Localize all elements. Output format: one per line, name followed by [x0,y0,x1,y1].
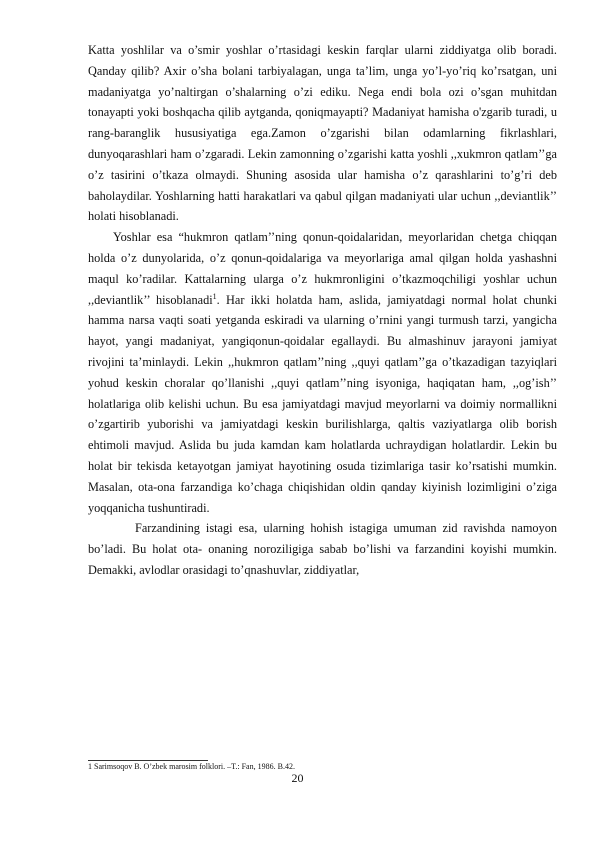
footnote-divider [88,760,208,761]
paragraph-2-continuation: . Har ikki holatda ham, aslida, jamiyatdagi normal holat chunki hamma narsa vaqti soati yetganda eskiradi va ularning o’rnini yangi turmush tarzi, yangicha hayot, yangi madaniyat, yangiqonun-qoidalar egallaydi. Bu almashinuv jarayoni jamiyat rivojini ta’minlaydi. Lekin ,,hukmron qatlam’’ning ,,quyi qatlam’’ga o’tkazadigan tazyiqlari yohud keskin choralar qo’llanishi ,,quyi qatlam’’ning isyoniga, haqiqatan ham, ,,og’ish’’ holatlariga olib kelishi uchun. Bu esa jamiyatdagi mavjud meyorlarni va doimiy normallikni o’zgartirib yuborishi va jamiyatdagi keskin burilishlarga, qaltis vaziyatlarga olib borish ehtimoli mavjud. Aslida bu juda kamdan kam holatlarda uchraydigan holatlardir. Lekin bu holat bir tekisda ketayotgan jamiyat hayotining osuda tizimlariga tasir ko’rsatishi mumkin. Masalan, ota-ona farzandiga ko’chaga chiqishidan oldin qanday kiyinish lozimligini o’ziga yoqqanicha tushuntiradi. [88,292,557,515]
paragraph-2 [88,227,557,518]
paragraph-3: Farzandining istagi esa, ularning hohish istagiga umuman zid ravishda namoyon bo’ladi. Bu holat ota- onaning noroziligiga sabab bo’lishi va farzandini koyishi mumkin. Demakki, avlodlar orasidagi to’qnashuvlar, ziddiyatlar, [88,521,557,577]
page-number: 20 [291,771,304,785]
paragraph-2-text: Yoshlar esa “hukmron qatlam’’ning qonun-qoidalaridan, meyorlaridan chetga chiqqan holda o’z dunyolarida, o’z qonun-qoidalariga va meyorlariga amal qilgan holda yashashni maqul ko’radilar. Kattalarning ularga o’z hukmronligini o’tkazmoqchiligi yoshlar uchun ,,deviantlik’’ hisoblanadi [88,230,557,307]
document-body [88,40,557,581]
footnote: 1 Sarimsoqov B. O’zbek marosim folklori. –T.: Fan, 1986. B.42. [88,762,295,771]
paragraph-1: Katta yoshlilar va o’smir yoshlar o’rtasidagi keskin farqlar ularni ziddiyatga olib boradi. Qanday qilib? Axir o’sha bolani tarbiyalagan, unga ta’lim, unga yo’l-yo’riq ko’rsatgan, uni madaniyatga yo’naltirgan o’shalarning o’zi ediku. Nega endi bola ozi o’sgan muhitdan tonayapti yoki boshqacha qilib aytganda, qoniqmayapti? Madaniyat hamisha o'zgarib turadi, u rang-baranglik hususiyatiga ega.Zamon o’zgarishi bilan odamlarning fikrlashlari, dunyoqarashlari ham o’zgaradi. Lekin zamonning o’zgarishi katta yoshli ,,xukmron qatlam’’ga o’z tasirini o’tkaza olmaydi. Shuning asosida ular hamisha o’z qarashlarini to’g’ri deb baholaydilar. Yoshlarning hatti harakatlari va qabul qilgan madaniyati ular uchun ,,deviantlik’’ holati hisoblanadi. [88,43,557,224]
footnote-reference[interactable]: 1 [212,291,217,301]
